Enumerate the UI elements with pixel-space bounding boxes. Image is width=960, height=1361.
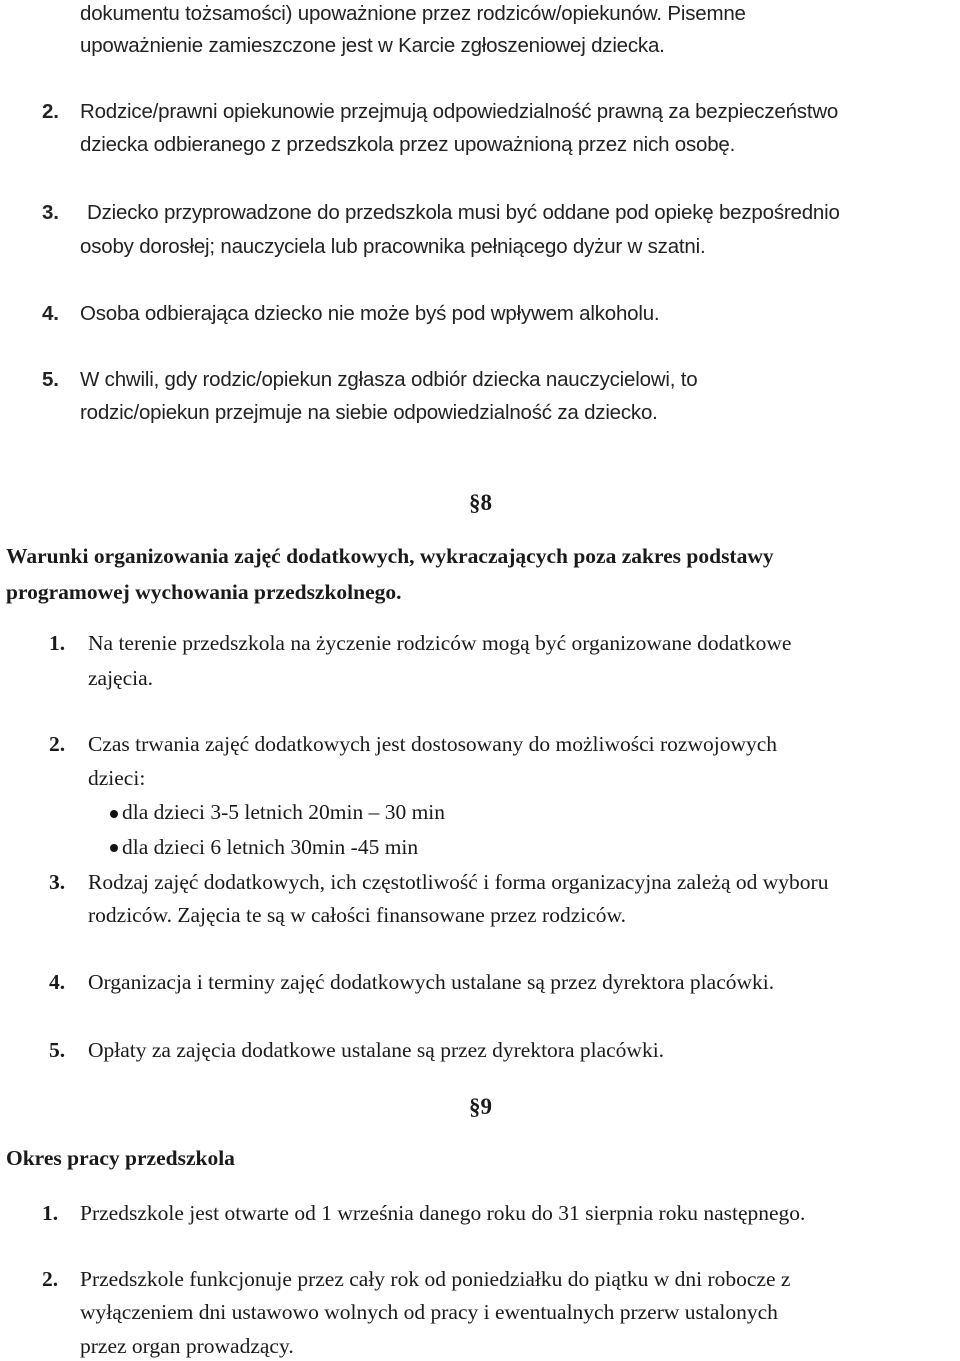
text-line: upoważnienie zamieszczone jest w Karcie zgłoszeniowej dziecka. — [80, 34, 665, 57]
text-line: Przedszkole funkcjonuje przez cały rok od poniedziałku do piątku w dni robocze z — [80, 1267, 791, 1291]
list-number: 5. — [42, 368, 59, 391]
list-number: 4. — [49, 970, 66, 994]
section-heading: Warunki organizowania zajęć dodatkowych, wykraczających poza zakres podstawy — [6, 544, 774, 568]
text-line: Przedszkole jest otwarte od 1 września danego roku do 31 sierpnia roku następnego. — [80, 1201, 806, 1225]
text-line: W chwili, gdy rodzic/opiekun zgłasza odbiór dziecka nauczycielowi, to — [80, 368, 698, 391]
text-line: osoby dorosłej; nauczyciela lub pracownika pełniącego dyżur w szatni. — [80, 235, 706, 258]
list-number: 1. — [49, 631, 66, 655]
list-number: 2. — [42, 100, 59, 123]
text-line: rodziców. Zajęcia te są w całości finansowane przez rodziców. — [88, 903, 627, 927]
text-line: Czas trwania zajęć dodatkowych jest dostosowany do możliwości rozwojowych — [88, 732, 778, 756]
text-line: dokumentu tożsamości) upoważnione przez rodziców/opiekunów. Pisemne — [80, 2, 746, 25]
section-heading: programowej wychowania przedszkolnego. — [6, 580, 402, 604]
text-line: Opłaty za zajęcia dodatkowe ustalane są przez dyrektora placówki. — [88, 1038, 665, 1062]
list-number: 2. — [49, 732, 66, 756]
text-line: rodzic/opiekun przejmuje na siebie odpowiedzialność za dziecko. — [80, 401, 658, 424]
section-sign: §9 — [469, 1094, 492, 1119]
list-number: 4. — [42, 302, 59, 325]
bullet-icon — [110, 844, 118, 852]
text-line: dzieci: — [88, 766, 146, 790]
text-line: przez organ prowadzący. — [80, 1334, 294, 1358]
text-line: zajęcia. — [88, 666, 154, 690]
section-sign: §8 — [469, 490, 492, 515]
text-line: Osoba odbierająca dziecko nie może byś pod wpływem alkoholu. — [80, 302, 660, 325]
list-number: 2. — [42, 1267, 59, 1291]
list-number: 5. — [49, 1038, 66, 1062]
text-line: Dziecko przyprowadzone do przedszkola musi być oddane pod opiekę bezpośrednio — [87, 201, 840, 224]
text-line: wyłączeniem dni ustawowo wolnych od pracy i ewentualnych przerw ustalonych — [80, 1300, 778, 1324]
text-line: Organizacja i terminy zajęć dodatkowych ustalane są przez dyrektora placówki. — [88, 970, 775, 994]
bullet-text: dla dzieci 6 letnich 30min -45 min — [122, 835, 419, 859]
text-line: Na terenie przedszkola na życzenie rodziców mogą być organizowane dodatkowe — [88, 631, 792, 655]
text-line: Rodzice/prawni opiekunowie przejmują odpowiedzialność prawną za bezpieczeństwo — [80, 100, 839, 123]
bullet-icon — [110, 810, 118, 818]
list-number: 3. — [49, 870, 66, 894]
list-number: 3. — [42, 201, 59, 224]
bullet-text: dla dzieci 3-5 letnich 20min – 30 min — [122, 800, 446, 824]
text-line: Rodzaj zajęć dodatkowych, ich częstotliwość i forma organizacyjna zależą od wyboru — [88, 870, 829, 894]
section-heading: Okres pracy przedszkola — [6, 1146, 235, 1170]
list-number: 1. — [42, 1201, 59, 1225]
text-line: dziecka odbieranego z przedszkola przez upoważnioną przez nich osobę. — [80, 133, 736, 156]
